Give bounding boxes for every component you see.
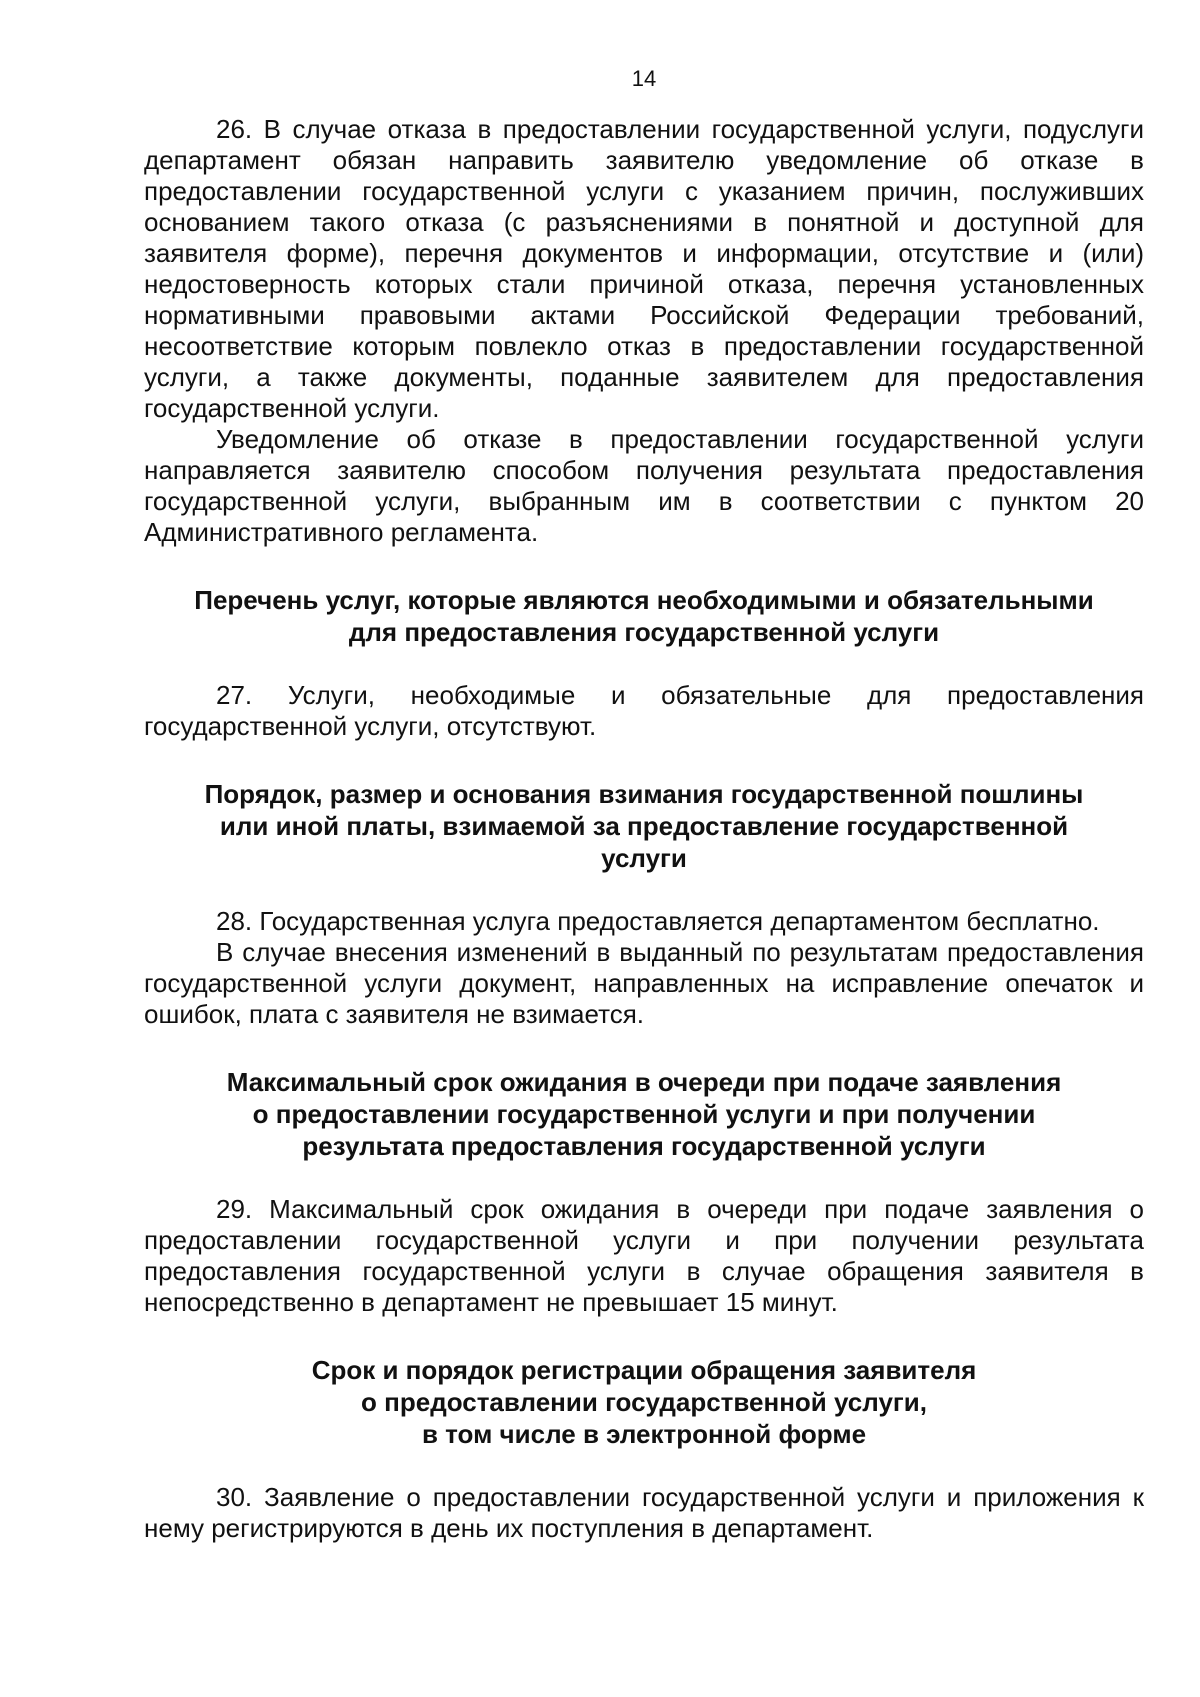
heading-line: для предоставления государственной услуги bbox=[348, 617, 940, 647]
heading-state-fee bbox=[144, 778, 1144, 874]
heading-line: Перечень услуг, которые являются необходимыми и обязательными bbox=[194, 585, 1094, 615]
paragraph-29: 29. Максимальный срок ожидания в очереди при подаче заявления о предоставлении государственной услуги и при получении результата предоставления государственной услуги в случае обращения заявителя в непосредственно в департамент не превышает 15 минут. bbox=[144, 1194, 1144, 1317]
heading-line: Порядок, размер и основания взимания государственной пошлины bbox=[204, 779, 1084, 809]
heading-line: о предоставлении государственной услуги, bbox=[361, 1387, 927, 1417]
paragraph-30: 30. Заявление о предоставлении государственной услуги и приложения к нему регистрируются в день их поступления в департамент. bbox=[144, 1482, 1144, 1543]
heading-line: результата предоставления государственной услуги bbox=[302, 1131, 986, 1161]
heading-line: в том числе в электронной форме bbox=[421, 1419, 867, 1449]
heading-registration bbox=[144, 1354, 1144, 1450]
heading-queue-waiting-time bbox=[144, 1066, 1144, 1162]
heading-required-services bbox=[144, 584, 1144, 648]
heading-line: Срок и порядок регистрации обращения заявителя bbox=[311, 1355, 977, 1385]
paragraph-28-corrections: В случае внесения изменений в выданный по результатам предоставления государственной услуги документ, направленных на исправление опечаток и ошибок, плата с заявителя не взимается. bbox=[144, 937, 1144, 1029]
page-number: 14 bbox=[631, 66, 657, 91]
paragraph-26: 26. В случае отказа в предоставлении государственной услуги, подуслуги департамент обязан направить заявителю уведомление об отказе в предоставлении государственной услуги с указанием причин, послуживших основанием такого отказа (с разъяснениями в понятной и доступной для заявителя форме), перечня документов и информации, отсутствие и (или) недостоверность которых стали причиной отказа, перечня установленных нормативными правовыми актами Российской Федерации требований, несоответствие которым повлекло отказ в предоставлении государственной услуги, а также документы, поданные заявителем для предоставления государственной услуги. bbox=[144, 114, 1144, 423]
paragraph-27: 27. Услуги, необходимые и обязательные для предоставления государственной услуги, отсутствуют. bbox=[144, 680, 1144, 741]
paragraph-28: 28. Государственная услуга предоставляется департаментом бесплатно. bbox=[216, 906, 1100, 936]
paragraph-26-notice: Уведомление об отказе в предоставлении государственной услуги направляется заявителю способом получения результата предоставления государственной услуги, выбранным им в соответствии с пунктом 20 Административного регламента. bbox=[144, 424, 1144, 547]
document-page bbox=[144, 64, 1144, 1544]
heading-line: Максимальный срок ожидания в очереди при подаче заявления bbox=[226, 1067, 1062, 1097]
heading-line: услуги bbox=[601, 843, 687, 873]
heading-line: или иной платы, взимаемой за предоставление государственной bbox=[219, 811, 1069, 841]
heading-line: о предоставлении государственной услуги и при получении bbox=[252, 1099, 1036, 1129]
